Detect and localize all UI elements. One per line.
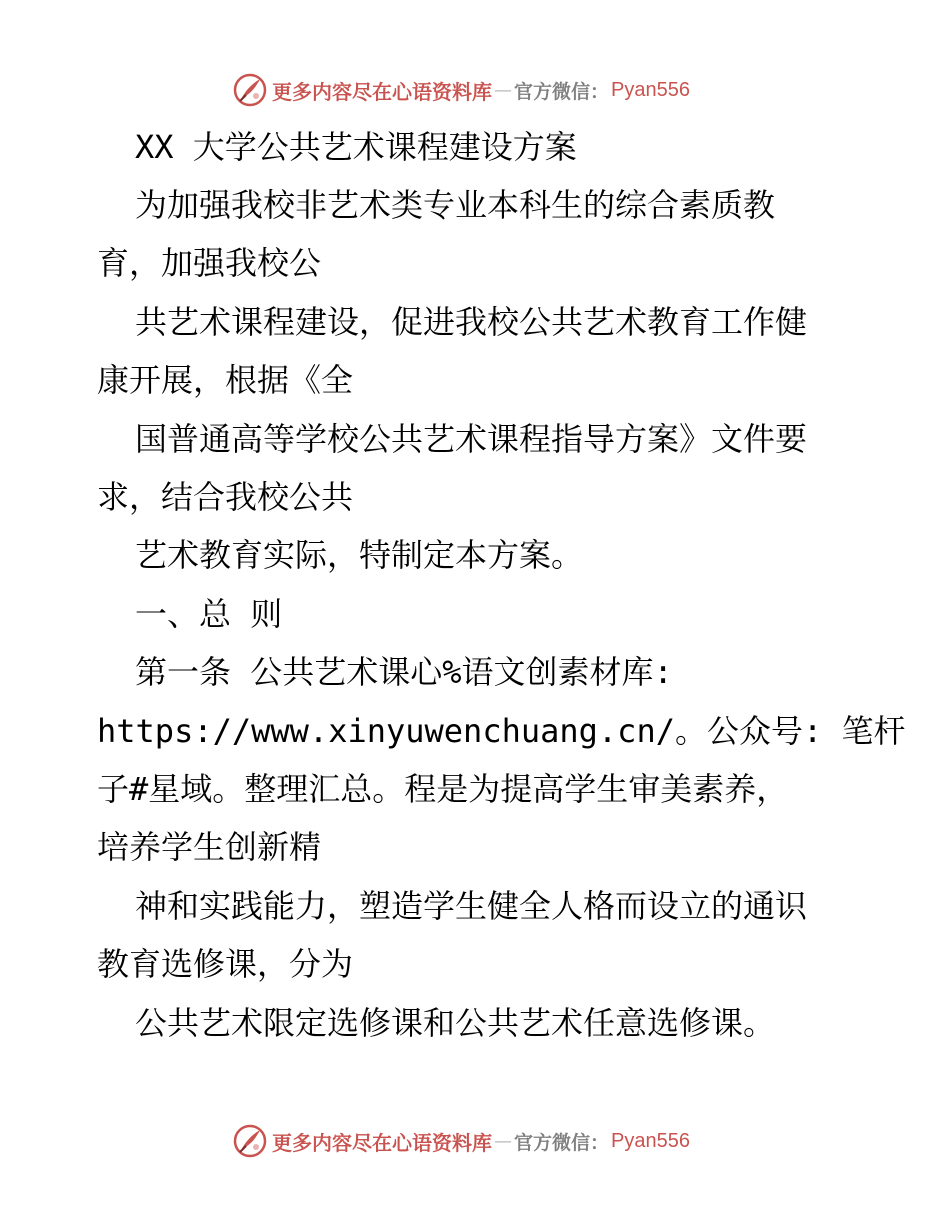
banner-brand-text: 更多内容尽在心语资料库	[272, 1130, 492, 1155]
paragraph-line: 求，结合我校公共	[97, 478, 354, 516]
banner-separator: —	[494, 1130, 512, 1152]
paragraph-line: https://www.xinyuwenchuang.cn/。公众号: 笔杆	[97, 712, 906, 750]
quill-pen-logo-icon	[232, 1123, 268, 1159]
paragraph-line: 子#星域。整理汇总。程是为提高学生审美素养，	[97, 770, 789, 808]
footer-watermark-banner	[232, 1121, 690, 1161]
banner-official-label: 官方微信：	[514, 80, 610, 103]
paragraph-line: 国普通高等学校公共艺术课程指导方案》文件要	[135, 420, 808, 458]
paragraph-line: 育，加强我校公	[97, 244, 322, 282]
paragraph-line: 为加强我校非艺术类专业本科生的综合素质教	[135, 186, 776, 224]
document-title: XX 大学公共艺术课程建设方案	[135, 128, 577, 166]
paragraph-line: 第一条 公共艺术课心%语文创素材库:	[135, 653, 673, 691]
banner-brand-text: 更多内容尽在心语资料库	[272, 79, 492, 104]
paragraph-line: 共艺术课程建设，促进我校公共艺术教育工作健	[135, 303, 808, 341]
banner-official-label: 官方微信：	[514, 1131, 610, 1154]
banner-wechat-id: Pyan556	[611, 78, 690, 101]
paragraph-line: 艺术教育实际，特制定本方案。	[135, 536, 584, 574]
banner-wechat-id: Pyan556	[611, 1129, 690, 1152]
paragraph-line: 公共艺术限定选修课和公共艺术任意选修课。	[135, 1004, 776, 1042]
paragraph-line: 培养学生创新精	[97, 828, 322, 866]
paragraph-line: 神和实践能力，塑造学生健全人格而设立的通识	[135, 887, 808, 925]
paragraph-line: 教育选修课，分为	[97, 945, 354, 983]
banner-separator: —	[494, 79, 512, 101]
section-heading: 一、总 则	[135, 595, 283, 633]
paragraph-line: 康开展，根据《全	[97, 361, 354, 399]
